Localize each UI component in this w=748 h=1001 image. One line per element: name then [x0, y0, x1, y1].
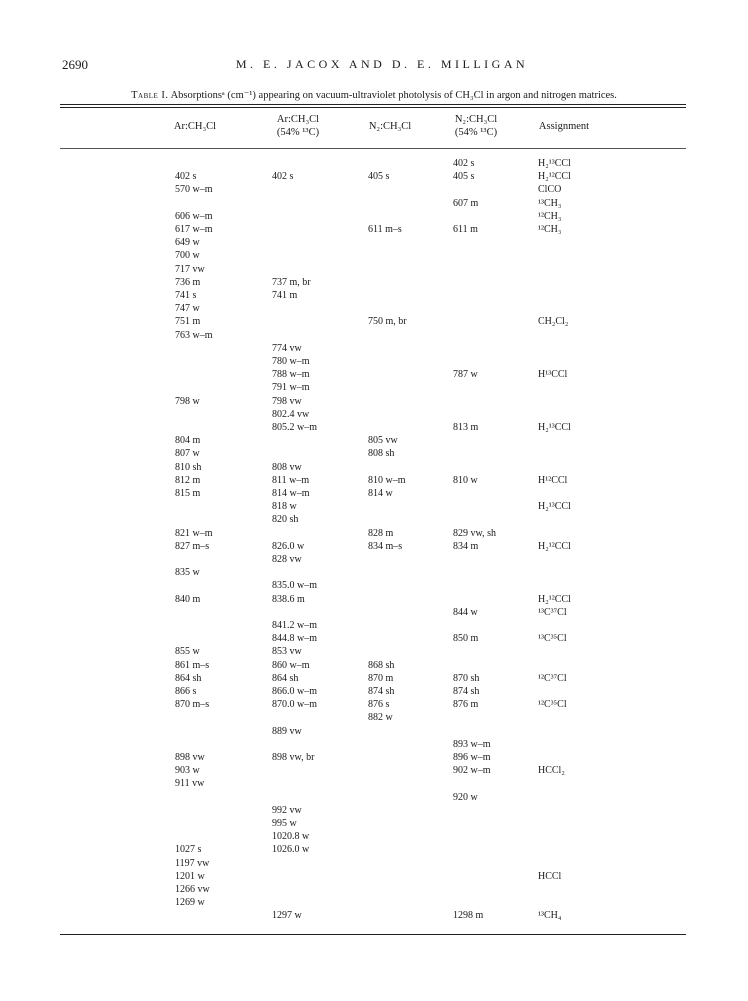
table-row — [0, 884, 748, 897]
table-cell: 788 w–m — [272, 369, 310, 381]
table-row — [0, 462, 748, 475]
table-cell: 911 vw — [175, 778, 205, 790]
table-row — [0, 277, 748, 290]
table-cell: 405 s — [368, 171, 390, 183]
table-cell: 747 w — [175, 303, 200, 315]
table-cell: 870 sh — [453, 672, 480, 684]
table-row — [0, 765, 748, 778]
table-row — [0, 369, 748, 382]
table-row — [0, 660, 748, 673]
table-top-rule — [60, 104, 686, 105]
table-cell: H₂¹²CCl — [538, 171, 571, 183]
table-row — [0, 198, 748, 211]
table-cell: 808 sh — [368, 448, 395, 460]
table-row — [0, 382, 748, 395]
table-row — [0, 541, 748, 554]
table-cell: 828 m — [368, 527, 394, 539]
table-row — [0, 831, 748, 844]
table-cell: 810 w–m — [368, 474, 406, 486]
table-cell: 866.0 w–m — [272, 686, 317, 697]
table-cell: ClCO — [538, 184, 562, 196]
table-cell: 861 m–s — [175, 659, 210, 671]
table-cell: 868 sh — [368, 659, 395, 671]
table-cell: 870.0 w–m — [272, 699, 317, 711]
table-cell: 902 w–m — [453, 765, 491, 777]
table-cell: 607 m — [453, 197, 479, 209]
table-cell: HCCl₂ — [538, 765, 565, 777]
table-cell: 834 m — [453, 540, 479, 552]
table-title: Absorptionsᵃ (cm⁻¹) appearing on vacuum-ultraviolet photolysis of CH₃Cl in argon and nitrogen matrices. — [170, 90, 617, 101]
col-header-n2: N₂:CH₃Cl — [368, 121, 412, 132]
table-cell: H¹²CCl — [538, 474, 568, 486]
table-row — [0, 633, 748, 646]
table-row — [0, 686, 748, 699]
table-cell: 814 w–m — [272, 488, 310, 499]
table-cell: 844 w — [453, 606, 478, 618]
table-row — [0, 897, 748, 910]
table-cell: 741 s — [175, 290, 197, 301]
table-row — [0, 528, 748, 541]
table-row — [0, 171, 748, 184]
table-cell: 870 m–s — [175, 699, 210, 711]
table-row — [0, 303, 748, 316]
table-cell: 814 w — [368, 488, 393, 499]
table-cell: 834 m–s — [368, 540, 403, 552]
table-cell: 874 sh — [368, 686, 395, 697]
table-cell: 611 m — [453, 224, 478, 235]
table-cell: 737 m, br — [272, 276, 311, 288]
table-cell: 896 w–m — [453, 752, 491, 763]
table-cell: 876 s — [368, 699, 390, 711]
table-row — [0, 910, 748, 923]
table-cell: 812 m — [175, 474, 201, 486]
table-cell: 1020.8 w — [272, 831, 310, 843]
table-cell: 818 w — [272, 501, 297, 513]
table-cell: 798 vw — [272, 395, 302, 407]
table-caption — [0, 89, 748, 101]
table-cell: H₂¹²CCl — [538, 540, 571, 552]
table-row — [0, 501, 748, 514]
table-cell: 835.0 w–m — [272, 580, 317, 592]
table-cell: 774 vw — [272, 342, 302, 354]
table-row — [0, 607, 748, 620]
table-row — [0, 620, 748, 633]
table-cell: 763 w–m — [175, 329, 213, 341]
table-cell: 717 vw — [175, 263, 205, 275]
running-head: M. E. JACOX AND D. E. MILLIGAN — [235, 57, 529, 71]
table-row — [0, 739, 748, 752]
table-bottom-rule — [60, 934, 686, 935]
table-label: Table I. — [131, 90, 169, 101]
table-cell: 813 m — [453, 422, 479, 433]
table-cell: 810 sh — [175, 461, 202, 473]
table-cell: 903 w — [175, 765, 200, 777]
table-row — [0, 290, 748, 303]
table-cell: H₂¹³CCl — [538, 501, 571, 513]
table-cell: 898 vw, br — [272, 752, 315, 763]
table-cell: 826.0 w — [272, 540, 305, 552]
table-row — [0, 673, 748, 686]
table-cell: 1297 w — [272, 910, 302, 922]
table-cell: ¹³C³⁵Cl — [538, 633, 567, 645]
table-row — [0, 871, 748, 884]
table-row — [0, 818, 748, 831]
table-cell: 787 w — [453, 369, 478, 381]
table-row — [0, 554, 748, 567]
table-cell: 402 s — [453, 158, 475, 169]
table-row — [0, 567, 748, 580]
table-row — [0, 778, 748, 791]
table-row — [0, 422, 748, 435]
table-cell: 829 vw, sh — [453, 527, 496, 539]
table-cell: 570 w–m — [175, 184, 213, 196]
table-cell: 1027 s — [175, 844, 202, 856]
table-row — [0, 184, 748, 197]
table-row — [0, 580, 748, 593]
table-cell: ¹³CH₄ — [538, 910, 562, 922]
table-row — [0, 699, 748, 712]
col-header-ar: Ar:CH₃Cl — [173, 121, 217, 132]
table-cell: 893 w–m — [453, 738, 491, 750]
table-row — [0, 475, 748, 488]
table-row — [0, 224, 748, 237]
table-cell: ¹²CH₃ — [538, 224, 562, 235]
table-cell: 736 m — [175, 276, 201, 288]
table-cell: 841.2 w–m — [272, 620, 317, 631]
table-row — [0, 712, 748, 725]
table-row — [0, 158, 748, 171]
table-row — [0, 343, 748, 356]
table-cell: 898 vw — [175, 752, 205, 763]
table-cell: 1266 vw — [175, 884, 210, 895]
table-cell: 1201 w — [175, 870, 205, 882]
table-cell: 700 w — [175, 250, 200, 262]
table-cell: ¹³CH₃ — [538, 197, 562, 209]
table-cell: 805.2 w–m — [272, 422, 317, 433]
table-cell: 844.8 w–m — [272, 633, 317, 645]
table-row — [0, 211, 748, 224]
col-header-n2-13c: N₂:CH₃Cl (54% ¹³C) — [454, 114, 498, 138]
table-cell: 811 w–m — [272, 474, 310, 486]
table-cell: H₂¹³CCl — [538, 422, 571, 433]
table-cell: 751 m — [175, 316, 201, 328]
table-row — [0, 646, 748, 659]
table-cell: 992 vw — [272, 804, 302, 816]
table-row — [0, 752, 748, 765]
table-row — [0, 792, 748, 805]
table-cell: 798 w — [175, 395, 200, 407]
table-cell: 741 m — [272, 290, 298, 301]
table-cell: 838.6 m — [272, 593, 305, 605]
table-row — [0, 844, 748, 857]
table-cell: 920 w — [453, 791, 478, 803]
table-cell: 820 sh — [272, 514, 299, 526]
table-cell: 835 w — [175, 567, 200, 579]
col-header-ar-13c: Ar:CH₃Cl (54% ¹³C) — [276, 114, 320, 138]
table-cell: 889 vw — [272, 725, 302, 737]
table-row — [0, 514, 748, 527]
table-cell: H¹³CCl — [538, 369, 568, 381]
table-cell: 850 m — [453, 633, 479, 645]
table-row — [0, 237, 748, 250]
table-row — [0, 805, 748, 818]
table-cell: 802.4 vw — [272, 408, 310, 420]
table-row — [0, 396, 748, 409]
table-cell: H₂¹²CCl — [538, 593, 571, 605]
table-header-rule — [60, 148, 686, 149]
table-cell: 810 w — [453, 474, 478, 486]
table-cell: 1026.0 w — [272, 844, 310, 856]
page-header — [62, 57, 702, 77]
table-row — [0, 316, 748, 329]
table-cell: 606 w–m — [175, 210, 213, 222]
table-cell: 617 w–m — [175, 224, 213, 235]
table-cell: 855 w — [175, 646, 200, 658]
table-cell: 804 m — [175, 435, 201, 447]
table-cell: 402 s — [175, 171, 197, 183]
table-cell: 853 vw — [272, 646, 302, 658]
table-cell: 874 sh — [453, 686, 480, 697]
table-cell: 815 m — [175, 488, 201, 499]
table-row — [0, 726, 748, 739]
table-cell: 995 w — [272, 818, 297, 829]
table-cell: ¹³C³⁷Cl — [538, 606, 567, 618]
page-number: 2690 — [62, 57, 88, 72]
table-row — [0, 409, 748, 422]
table-cell: ¹²C³⁷Cl — [538, 672, 567, 684]
table-row — [0, 264, 748, 277]
table-cell: 821 w–m — [175, 527, 213, 539]
table-row — [0, 594, 748, 607]
table-cell: 828 vw — [272, 554, 302, 565]
table-cell: 611 m–s — [368, 224, 402, 235]
table-cell: H₂¹³CCl — [538, 158, 571, 169]
table-top-rule-2 — [60, 107, 686, 108]
table-cell: 649 w — [175, 237, 200, 249]
table-row — [0, 356, 748, 369]
table-cell: 870 m — [368, 672, 394, 684]
table-row — [0, 250, 748, 263]
table-row — [0, 488, 748, 501]
table-cell: CH₂Cl₂ — [538, 316, 569, 328]
table-cell: 866 s — [175, 686, 197, 697]
table-cell: 864 sh — [175, 672, 202, 684]
table-cell: ¹²C³⁵Cl — [538, 699, 567, 711]
table-cell: 860 w–m — [272, 659, 310, 671]
table-cell: 864 sh — [272, 672, 299, 684]
table-cell: 405 s — [453, 171, 475, 183]
table-row — [0, 858, 748, 871]
table-row — [0, 330, 748, 343]
table-cell: 876 m — [453, 699, 479, 711]
table-cell: 882 w — [368, 712, 393, 724]
table-cell: 780 w–m — [272, 356, 310, 367]
table-cell: HCCl — [538, 870, 562, 882]
table-cell: 750 m, br — [368, 316, 407, 328]
table-cell: 808 vw — [272, 461, 302, 473]
table-cell: 805 vw — [368, 435, 398, 447]
table-cell: 827 m–s — [175, 540, 210, 552]
table-cell: 1197 vw — [175, 857, 210, 869]
table-cell: 791 w–m — [272, 382, 310, 394]
table-cell: 840 m — [175, 593, 201, 605]
col-header-assignment: Assignment — [538, 121, 590, 132]
table-cell: 1298 m — [453, 910, 484, 922]
table-cell: 807 w — [175, 448, 200, 460]
table-row — [0, 435, 748, 448]
table-cell: 1269 w — [175, 897, 205, 909]
table-cell: ¹²CH₃ — [538, 210, 562, 222]
table-row — [0, 448, 748, 461]
table-cell: 402 s — [272, 171, 294, 183]
